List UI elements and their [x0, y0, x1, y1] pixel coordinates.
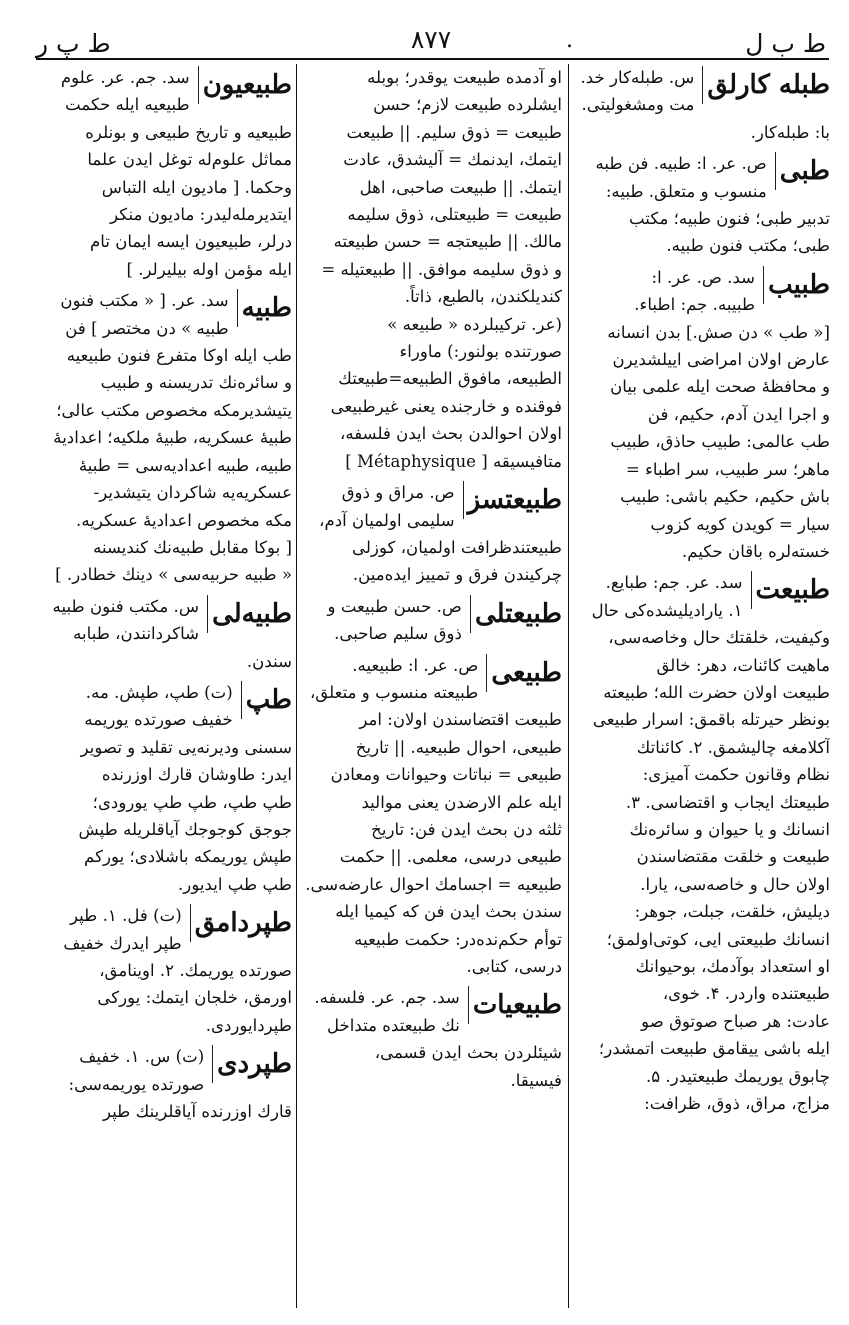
- entry-text-line: س. مکتب فنون طبیه: [52, 596, 200, 616]
- entry-text-line: ایتمك. || طبیعت صاحبی، اهل: [359, 177, 562, 197]
- entry-text-line: انسانك طبیعتی ایی، کوتی‌اولمق؛: [606, 929, 830, 949]
- entry-text-line: طبیعت و خلقت مقتضاسندن: [636, 847, 830, 867]
- entry-headword: طبی: [775, 152, 830, 190]
- entry-text-line: سیار = کویدن کویه کزوب: [650, 514, 830, 534]
- column-middle: [302, 64, 562, 1304]
- entry-text-line: نك طبیعتده متداخل: [326, 1015, 460, 1035]
- entry-text-line: ایتمك، ایدنمك = آلیشدق، عادت: [343, 150, 562, 170]
- entry-text-line: ایشلرده طبیعت لازم؛ حسن: [373, 95, 562, 115]
- entry-text-line: مماثل علوم‌له توغل ایدن علما: [87, 150, 292, 170]
- entry-text-line: طبیهٔ عسکریه، طبیهٔ ملکیه؛ اعدادیهٔ: [53, 428, 292, 448]
- entry-text-line: طپ طپ ایدیور.: [178, 874, 292, 894]
- dictionary-entry: [302, 64, 562, 475]
- entry-text-line: الطبیعه، مافوق الطبیعه=طبیعتك: [338, 369, 562, 389]
- entry-text-line: مت ومشغولیتی.: [581, 95, 695, 115]
- entry-headword: طبیه: [237, 289, 292, 327]
- column-divider: [296, 64, 297, 1308]
- entry-text-line: سد. جم. عر. فلسفه.: [314, 988, 460, 1008]
- entry-headword: طبیه‌لی: [207, 595, 292, 633]
- dictionary-entry: [302, 652, 562, 981]
- entry-text-line: سد. عر. جم: طبایع.: [605, 573, 743, 593]
- entry-text-line: طپش یوریمکه باشلادی؛ یورکم: [84, 847, 292, 867]
- entry-text-line: (ت) فل. ۱. طپر: [69, 906, 182, 926]
- entry-text-line: سلیمی اولمیان آدم،: [319, 510, 455, 530]
- entry-text-line: درسی، کتابی.: [466, 957, 562, 976]
- entry-headword: طبیب: [763, 266, 830, 304]
- entry-text-line: و اجرا ایدن آدم، حکیم، فن: [647, 404, 830, 424]
- entry-text-line: طبیه، طبیه اعدادیه‌سی = طبیهٔ: [78, 455, 292, 475]
- dictionary-entry: [30, 64, 292, 283]
- entry-text-line: طبیعی، احوال طبیعیه. || تاریخ: [355, 737, 562, 757]
- header-left-letters: ط پ ر: [36, 29, 111, 58]
- entry-text-line: طبیعیه = اجسامك احوال عارضه‌سی.: [305, 874, 562, 894]
- header-right-letters: ط ب ل: [745, 29, 826, 58]
- entry-text-line: با: طبله‌کار.: [750, 122, 830, 142]
- entry-text-line: طبیعتك ایجاب و اقتضاسی. ۳.: [625, 792, 830, 812]
- entry-text-line: (عر. ترکیبلرده « طبیعه »: [387, 314, 562, 334]
- entry-text-line: ثلثه دن بحث ایدن فن: تاریخ: [371, 819, 562, 839]
- entry-text-line: نظام وقانون حکمت آمیزی:: [642, 765, 830, 785]
- entry-text-line: طبی؛ مکتب فنون طبیه.: [666, 236, 830, 256]
- entry-text-line: چابوق یوریمك طبیعتیدر. ۵.: [645, 1066, 830, 1086]
- entry-text-line: طبیعی = نباتات وحیوانات ومعادن: [330, 765, 562, 785]
- entry-text-line: خفیف صورتده یوریمه: [84, 710, 233, 730]
- entry-text-line: ماهیت کائنات، دهر: خالق: [656, 655, 830, 675]
- entry-text-line: ذوق سلیم صاحبی.: [334, 624, 462, 644]
- entry-text-line: ایدر: طاوشان قارك اوزرنده: [101, 765, 292, 785]
- entry-text-line: ماهر؛ سر طبیب، سر اطباء =: [625, 459, 830, 479]
- entry-text-line: « طبیه حربیه‌سی » دینك خطادر. ]: [55, 565, 292, 585]
- dictionary-entry: [576, 150, 830, 260]
- entry-headword: طبیعیات: [468, 986, 562, 1024]
- entry-text-line: ص. عر. ا: طبیه. فن طبه: [595, 154, 767, 174]
- entry-text-line: مکه مخصوص اعدادیهٔ عسکریه.: [76, 510, 292, 530]
- entry-text-line: ص. عر. ا: طبیعیه.: [352, 655, 479, 675]
- entry-text-line: عارض اولان امراضی اییلشدیرن: [612, 350, 830, 370]
- dictionary-entry: [30, 902, 292, 1039]
- entry-text-line: وحکما. [ مادیون ایله التباس: [101, 177, 292, 197]
- dictionary-entry: [302, 593, 562, 648]
- column-right: [576, 64, 830, 1304]
- entry-text-line: ایله علم الارضدن یعنی موالید: [361, 792, 562, 812]
- entry-text-line: و سائره‌نك تدریسنه و طبیب: [100, 373, 292, 393]
- entry-headword: طپردی: [212, 1045, 292, 1083]
- entry-text-line: صورتده یوریمك. ۲. اوینامق،: [99, 961, 292, 980]
- entry-headword: طبله کارلق: [702, 66, 830, 104]
- dictionary-entry: [576, 64, 830, 146]
- entry-text-line: سسنی ودیرنه‌یی تقلید و تصویر: [80, 737, 292, 757]
- entry-text-line: طبیعیه و تاریخ طبیعی و بونلره: [85, 122, 292, 142]
- entry-text-line: متافیسیقه [ Métaphysique ]: [345, 451, 562, 471]
- entry-text-line: دیلیش، خلقت، جبلت، جوهر:: [634, 902, 830, 922]
- entry-text-line: مالك. || طبیعتجه = حسن طبیعته: [333, 232, 562, 252]
- entry-text-line: ایله مؤمن اوله بیلیرلر. ]: [126, 259, 292, 279]
- entry-text-line: و ذوق سلیمه موافق. || طبیعتیله =: [321, 259, 562, 279]
- entry-text-line: طبیعته منسوب و متعلق،: [309, 682, 479, 702]
- page-header: [36, 14, 826, 56]
- entry-text-line: طبیعت اولان حضرت الله؛ طبیعته: [603, 682, 830, 702]
- entry-text-line: فیسیقا.: [510, 1070, 562, 1090]
- entry-text-line: طبیعی درسی، معلمی. || حکمت: [339, 847, 562, 867]
- dictionary-entry: [576, 569, 830, 1117]
- entry-text-line: توأم حکم‌نده‌در: حکمت طبیعیه: [354, 929, 562, 949]
- entry-text-line: جوجق کوجوجك آیاقلریله طپش: [78, 819, 292, 839]
- dictionary-entry: [302, 479, 562, 589]
- entry-headword: طبیعی: [486, 654, 562, 692]
- entry-text-line: ص. مراق و ذوق: [341, 483, 455, 503]
- entry-text-line: صورتنده بولنور:) ماوراء: [399, 342, 562, 362]
- dictionary-entry: [576, 264, 830, 565]
- entry-text-line: شاکردانندن، طبابه: [73, 624, 200, 644]
- entry-text-line: طپ طپ، طپ طپ یورودی؛: [92, 792, 292, 812]
- entry-text-line: طب عالمی: طبیب حاذق، طبیب: [610, 432, 830, 452]
- entry-headword: طبیعتسز: [463, 481, 562, 519]
- entry-text-line: اورمق، خلجان ایتمك: یورکی: [97, 988, 292, 1008]
- entry-text-line: طبیعتنده واردر. ۴. خوی،: [662, 984, 830, 1004]
- dictionary-entry: [30, 1043, 292, 1125]
- entry-text-line: ایتدیرمله‌لیدر: مادیون منکر: [110, 205, 292, 225]
- page-number: ۸۷۷: [410, 25, 452, 54]
- entry-text-line: خسته‌لره باقان حکیم.: [681, 541, 830, 561]
- entry-text-line: سد. ص. عر. ا:: [651, 267, 756, 287]
- dictionary-entry: [30, 679, 292, 898]
- entry-text-line: طبیه » دن مختصر ] فن: [65, 318, 229, 338]
- entry-text-line: انسانك و یا حیوان و سائره‌نك: [629, 819, 830, 839]
- entry-headword: طبیعت: [751, 571, 830, 609]
- entry-text-line: بونظر حیرتله باقمق: اسرار طبیعی: [592, 710, 830, 730]
- entry-text-line: آکلامغه چالیشمق. ۲. کائناتك: [636, 737, 830, 757]
- header-dot: .: [566, 28, 573, 53]
- entry-text-line: اولان حال و خاصه‌سی، یارا.: [640, 874, 830, 894]
- entry-text-line: طبیعت = ذوق سلیم. || طبیعت: [346, 122, 562, 142]
- entry-text-line: طبیبه. جم: اطباء.: [634, 295, 756, 315]
- entry-text-line: وکیفیت، خلقتك حال وخاصه‌سی،: [608, 628, 830, 648]
- entry-headword: طپردامق: [190, 904, 292, 942]
- entry-headword: طبیعیون: [198, 66, 292, 104]
- entry-text-line: سندن بحث ایدن فن که کیمیا ایله: [335, 902, 562, 922]
- entry-headword: طپ: [241, 681, 292, 719]
- entry-text-line: او استعداد بوآدمك، بوحیوانك: [635, 957, 830, 976]
- entry-text-line: مزاج، مراق، ذوق، ظرافت:: [644, 1094, 830, 1114]
- entry-text-line: سندن.: [246, 651, 292, 671]
- entry-text-line: طبیعتندظرافت اولمیان، کوزلی: [352, 537, 562, 557]
- entry-text-line: عادت: هر صباح صوتوق صو: [641, 1011, 830, 1031]
- dictionary-entry: [30, 593, 292, 675]
- entry-text-line: اولان احوالدن بحث ایدن فلسفه،: [340, 424, 562, 444]
- entry-text-line: [« طب » دن صش.] بدن انسانه: [607, 322, 830, 342]
- entry-text-line: ص. حسن طبیعت و: [327, 596, 462, 616]
- entry-text-line: قارك اوزرنده آیاقلرینك طپر: [102, 1102, 292, 1122]
- entry-text-line: تدبیر طبی؛ فنون طبیه؛ مکتب: [629, 209, 830, 229]
- entry-text-line: درلر، طبیعیون ایسه ایمان تام: [89, 232, 292, 252]
- entry-text-line: کندیلکندن، بالطبع، ذاتاً.: [404, 287, 562, 307]
- entry-text-line: طبیعت = طبیعتلی، ذوق سلیمه: [347, 205, 562, 225]
- header-rule: [36, 58, 829, 60]
- entry-text-line: شیئلردن بحث ایدن قسمی،: [374, 1043, 562, 1063]
- entry-text-line: س. طبله‌کار خد.: [580, 68, 695, 87]
- entry-headword: طبیعتلی: [470, 595, 562, 633]
- entry-text-line: باش حکیم، حکیم باشی: طبیب: [620, 487, 830, 507]
- column-left: [30, 64, 292, 1304]
- entry-text-line: عسکریه‌یه شاکردان یتیشدیر-: [93, 483, 292, 503]
- entry-text-line: طپردایوردی.: [205, 1015, 292, 1035]
- entry-text-line: یتیشدیرمکه مخصوص مکتب عالی؛: [56, 400, 292, 420]
- dictionary-entry: [30, 287, 292, 588]
- entry-text-line: سد. عر. [ « مکتب فنون: [60, 291, 229, 311]
- dictionary-entry: [302, 984, 562, 1094]
- entry-text-line: (ت) طپ، طپش. مه.: [85, 682, 233, 702]
- entry-text-line: چرکیندن فرق و تمییز ایده‌مین.: [352, 565, 562, 585]
- entry-text-line: طب ایله اوکا متفرع فنون طبیعیه: [66, 346, 292, 366]
- entry-text-line: سد. جم. عر. علوم: [60, 68, 190, 87]
- entry-text-line: صورتده یوریمه‌سی:: [68, 1074, 205, 1094]
- entry-text-line: طبیعیه ایله حکمت: [65, 95, 190, 115]
- entry-text-line: فوقنده و خارجنده یعنی غیرطبیعی: [330, 396, 562, 416]
- entry-text-line: ۱. یارادیلیشده‌کی حال: [591, 600, 743, 620]
- column-divider: [568, 64, 569, 1308]
- entry-text-line: ایله باشی ییقامق طبیعت اتمشدر؛: [598, 1039, 830, 1059]
- entry-text-line: منسوب و متعلق. طبیه:: [605, 181, 767, 201]
- entry-text-line: طپر ایدرك خفیف: [63, 933, 182, 953]
- entry-text-line: او آدمده طبیعت یوقدر؛ بوبله: [367, 68, 562, 87]
- entry-text-line: (ت) س. ۱. خفیف: [79, 1047, 205, 1067]
- entry-text-line: طبیعت اقتضاسندن اولان: امر: [359, 710, 562, 730]
- entry-text-line: [ بوکا مقابل طبیه‌نك کندیسنه: [93, 537, 292, 557]
- entry-text-line: و محافظهٔ صحت ایله علمی بیان: [610, 377, 830, 397]
